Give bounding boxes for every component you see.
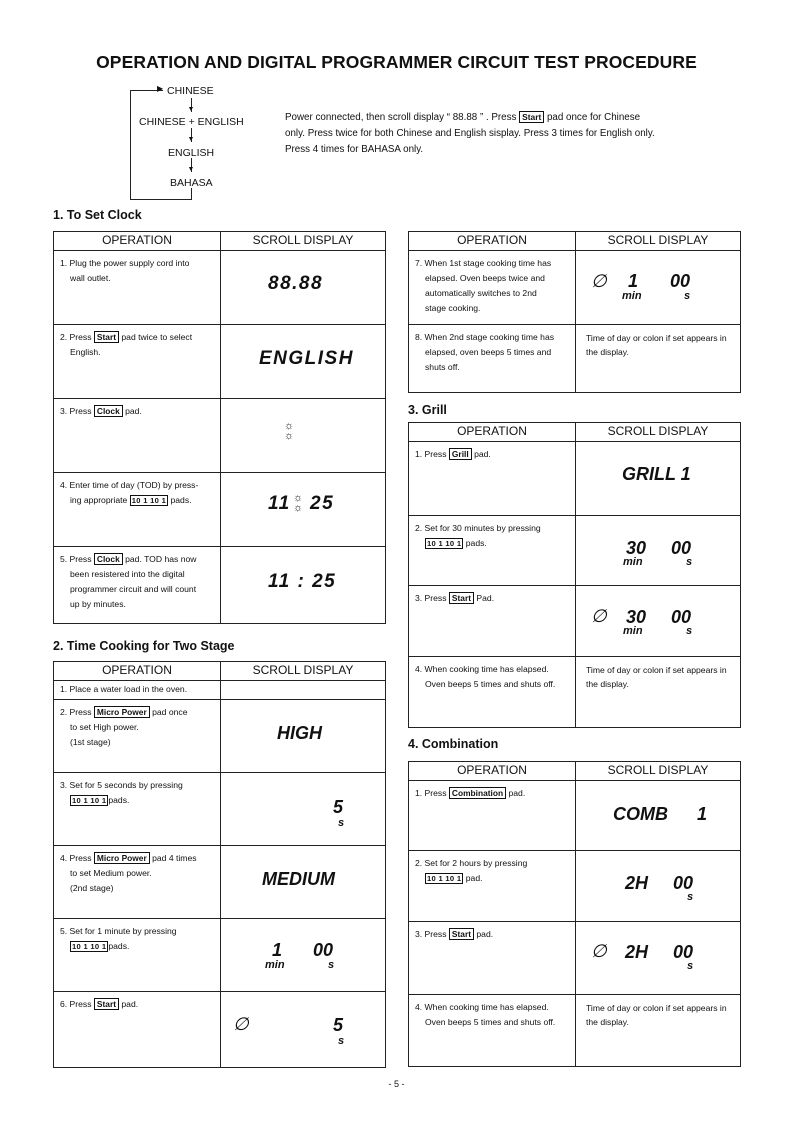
column-header: OPERATION xyxy=(409,232,576,251)
language-option: BAHASA xyxy=(170,177,213,189)
display-readout: MEDIUM xyxy=(262,869,335,889)
column-header: SCROLL DISPLAY xyxy=(221,232,386,251)
column-header: OPERATION xyxy=(54,232,221,251)
display-readout: 00 xyxy=(671,538,692,558)
table-row: 2. Set for 30 minutes by pressing 10 1 10 1 pads. 30 min 00 s xyxy=(409,516,741,586)
column-header: OPERATION xyxy=(409,423,576,442)
table-row: 3. Press Clock pad. ☼ ☼ xyxy=(54,399,386,473)
timer-running-icon: ∅ xyxy=(233,1014,249,1034)
table-row: 5. Press Clock pad. TOD has now been resistered into the digital programmer circuit and will count up by minutes. 11 : 25 xyxy=(54,547,386,624)
timer-running-icon: ∅ xyxy=(591,941,607,961)
display-readout: HIGH xyxy=(277,723,322,743)
display-readout: 88.88 xyxy=(268,273,324,294)
table-row: 3. Set for 5 seconds by pressing 10 1 10 1 pads. 5 s xyxy=(54,773,386,846)
table-row: 2. Press Micro Power pad once to set High power. (1st stage) HIGH xyxy=(54,700,386,773)
two-stage-table xyxy=(53,661,386,1068)
table-row: 3. Press Start pad. ∅ 2H 00 s xyxy=(409,922,741,995)
table-row: 6. Press Start pad. ∅ 5 s xyxy=(54,992,386,1068)
combination-table xyxy=(408,761,741,1067)
set-clock-table xyxy=(53,231,386,624)
blinking-colon-icon: ☼ xyxy=(293,502,304,514)
display-readout: ENGLISH xyxy=(259,348,354,369)
column-header: OPERATION xyxy=(54,662,221,681)
grill-table xyxy=(408,422,741,728)
column-header: SCROLL DISPLAY xyxy=(221,662,386,681)
intro-paragraph: Power connected, then scroll display “ 88.88 ” . Press Start pad once for Chinese only. Press twice for both Chinese and English sisplay. Press 3 times for English only. Press 4 times for BAHASA only. xyxy=(285,112,655,155)
table-row: 4. When cooking time has elapsed. Oven beeps 5 times and shuts off. Time of day or colon if set appears in the display. xyxy=(409,995,741,1067)
column-header: SCROLL DISPLAY xyxy=(576,762,741,781)
table-row: 1. Place a water load in the oven. xyxy=(54,681,386,700)
table-row: 4. Enter time of day (TOD) by press- ing appropriate 10 1 10 1 pads. 11 ☼ ☼ 25 xyxy=(54,473,386,547)
table-row: 5. Set for 1 minute by pressing 10 1 10 1 pads. 1 min 00 s xyxy=(54,919,386,992)
table-row: 1. Press Combination pad. COMB 1 xyxy=(409,781,741,851)
table-row: 2. Set for 2 hours by pressing 10 1 10 1 pad. 2H 00 s xyxy=(409,851,741,922)
display-readout: GRILL 1 xyxy=(622,464,691,484)
table-row: 1. Plug the power supply cord into wall outlet. 88.88 xyxy=(54,251,386,325)
table-row: 4. Press Micro Power pad 4 times to set Medium power. (2nd stage) MEDIUM xyxy=(54,846,386,919)
language-option: CHINESE + ENGLISH xyxy=(139,116,244,128)
blinking-colon-icon: ☼ xyxy=(284,430,295,442)
column-header: SCROLL DISPLAY xyxy=(576,423,741,442)
blinking-colon-icon: ☼ xyxy=(293,492,304,504)
blinking-colon-icon: ☼ xyxy=(284,420,295,432)
language-option: CHINESE xyxy=(167,85,214,97)
display-readout: COMB xyxy=(613,804,668,824)
page-title: OPERATION AND DIGITAL PROGRAMMER CIRCUIT TEST PROCEDURE xyxy=(96,52,697,72)
section-heading: 3. Grill xyxy=(408,403,447,417)
timer-running-icon: ∅ xyxy=(591,606,607,626)
table-row: 7. When 1st stage cooking time has elapsed. Oven beeps twice and automatically switches to 2nd stage cooking. ∅ 1 min 00 s xyxy=(409,251,741,325)
section-heading: 4. Combination xyxy=(408,737,499,751)
table-row: 4. When cooking time has elapsed. Oven beeps 5 times and shuts off. Time of day or colon if set appears in the display. xyxy=(409,657,741,728)
timer-running-icon: ∅ xyxy=(591,271,607,291)
column-header: SCROLL DISPLAY xyxy=(576,232,741,251)
table-row: 3. Press Start Pad. ∅ 30 min 00 s xyxy=(409,586,741,657)
start-pad-label: Start xyxy=(519,111,544,123)
display-readout: 11 : 25 xyxy=(268,571,337,592)
page-number: - 5 - xyxy=(388,1079,405,1089)
two-stage-table-continued xyxy=(408,231,741,393)
section-heading: 1. To Set Clock xyxy=(53,208,142,222)
table-row: 1. Press Grill pad. GRILL 1 xyxy=(409,442,741,516)
column-header: OPERATION xyxy=(409,762,576,781)
section-heading: 2. Time Cooking for Two Stage xyxy=(53,639,235,653)
table-row: 2. Press Start pad twice to select English. ENGLISH xyxy=(54,325,386,399)
table-row: 8. When 2nd stage cooking time has elapsed, oven beeps 5 times and shuts off. Time of day or colon if set appears in the display. xyxy=(409,325,741,393)
language-option: ENGLISH xyxy=(168,147,215,159)
